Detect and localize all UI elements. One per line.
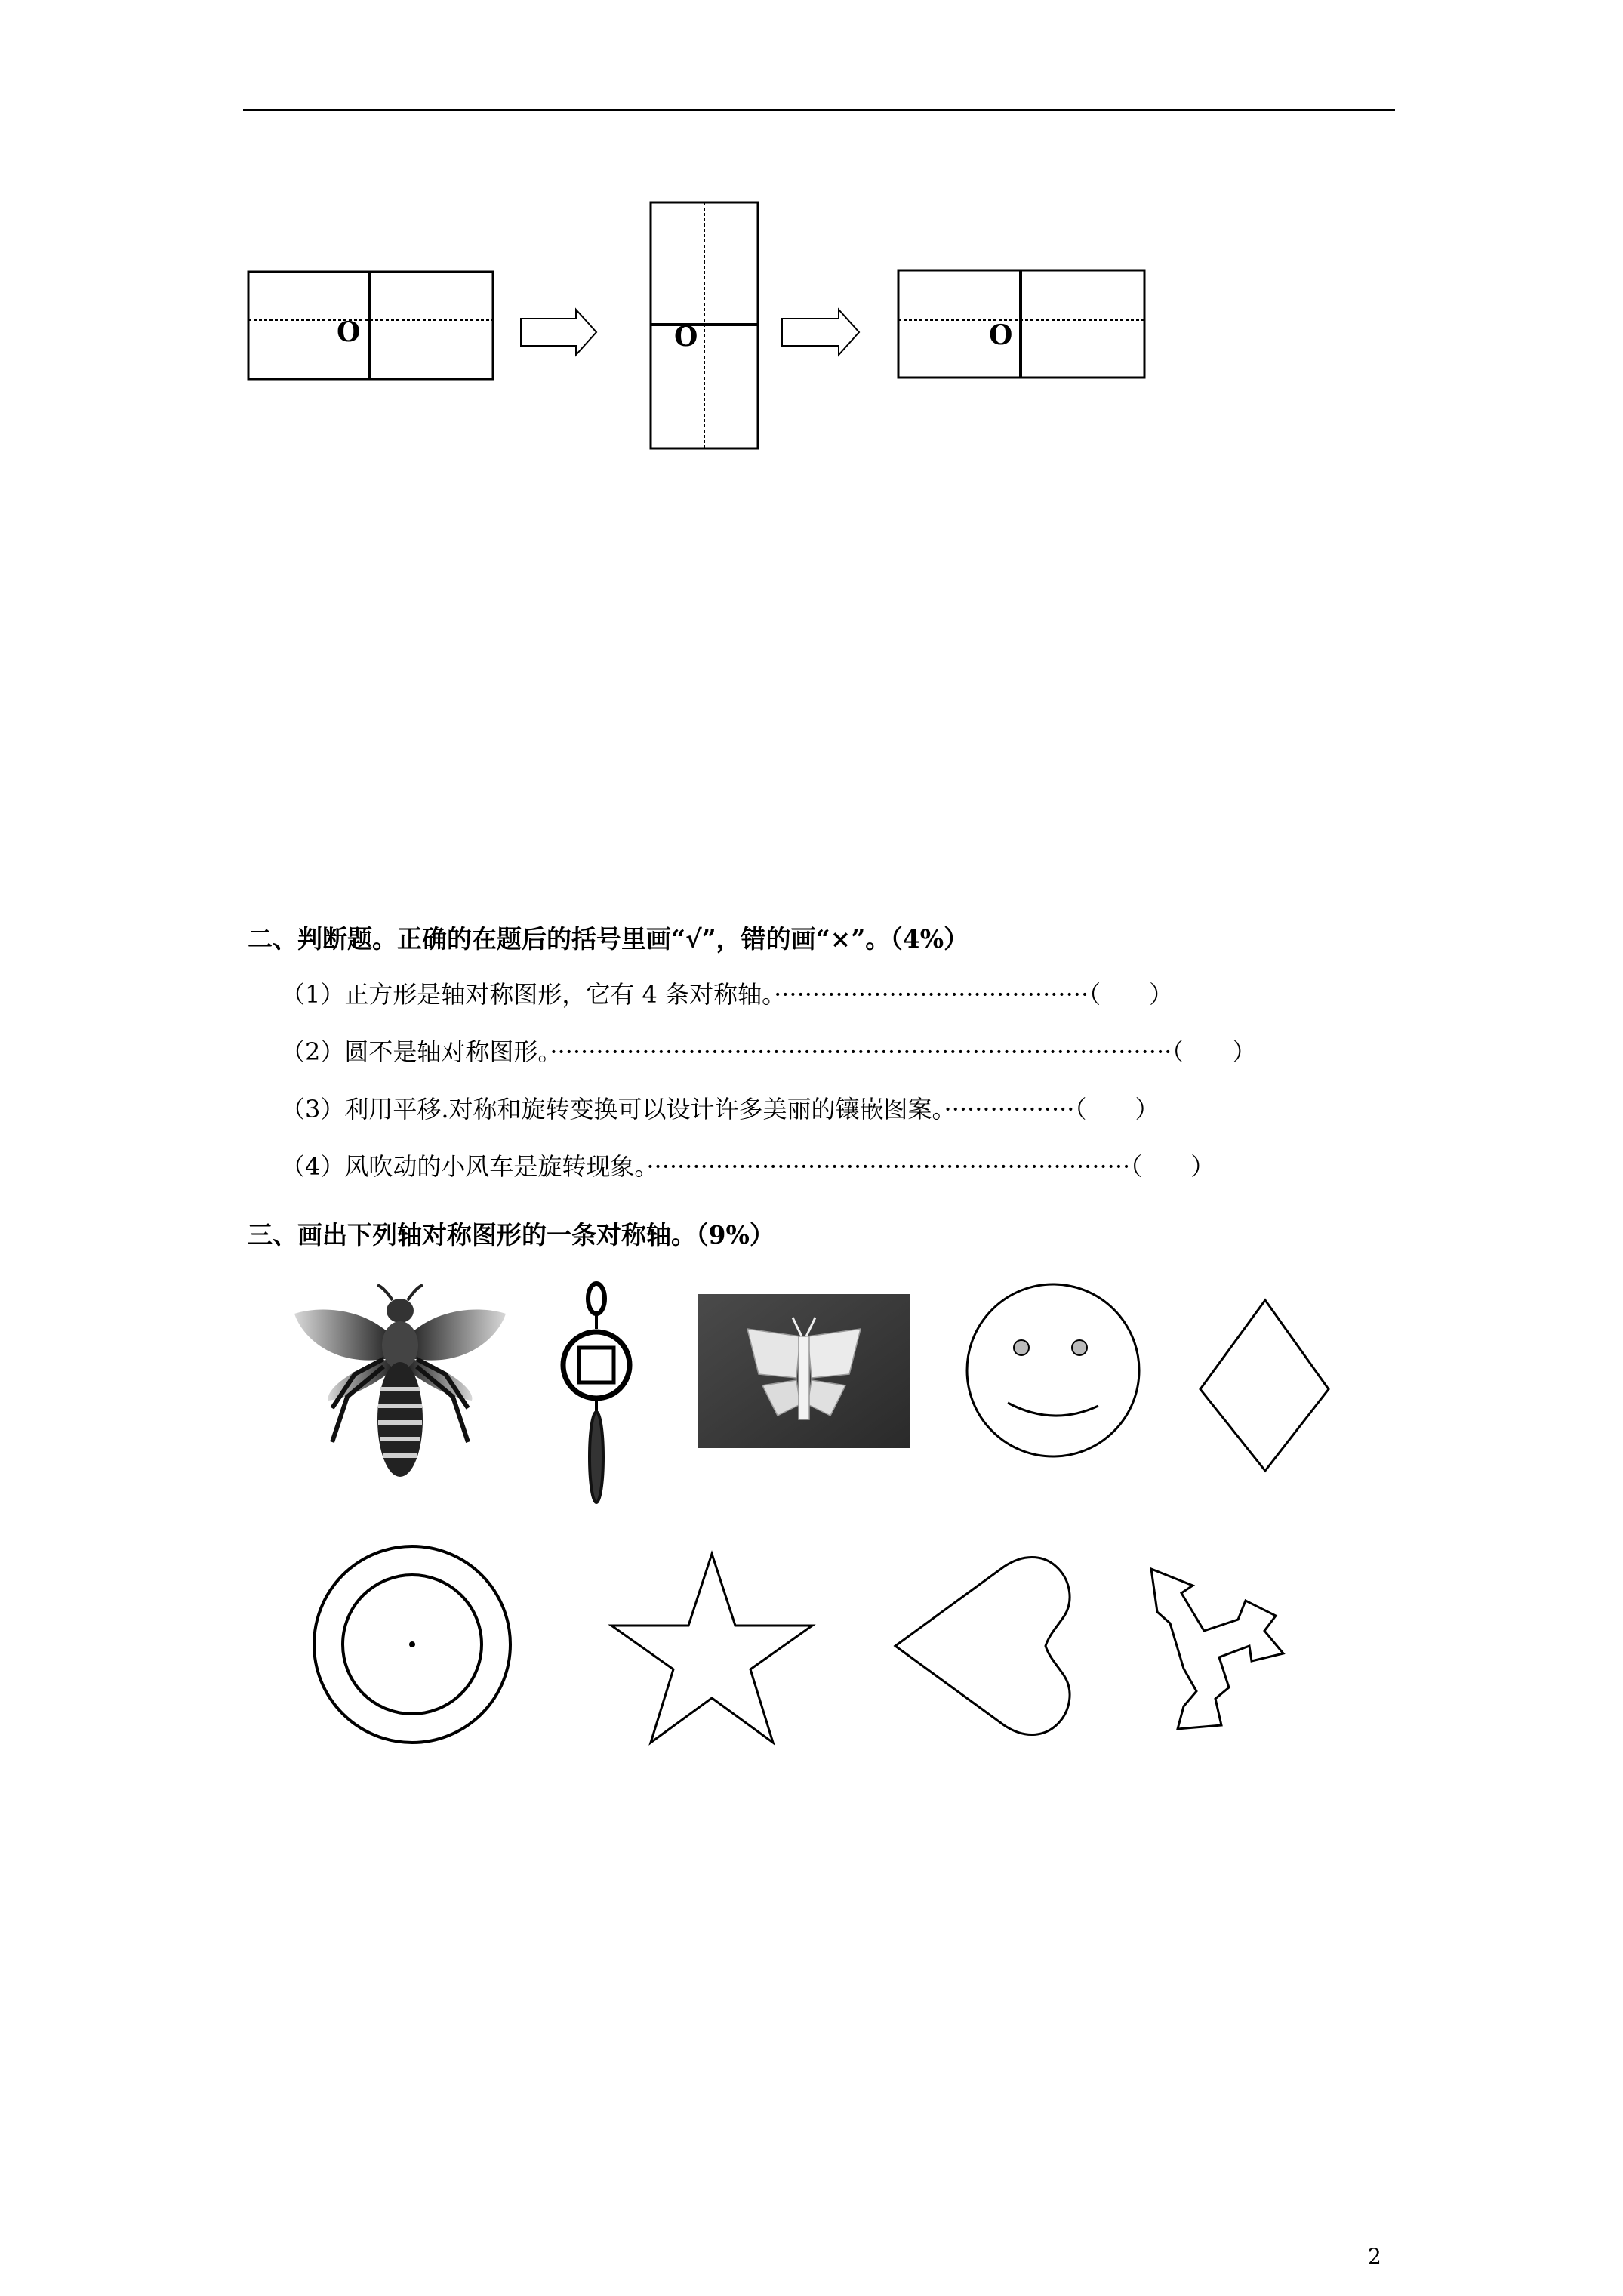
concentric-circles-icon: [314, 1546, 510, 1743]
bee-icon: [294, 1285, 506, 1477]
header-rule: [243, 109, 1395, 111]
center-label-o: O: [674, 321, 698, 353]
symmetric-figures-row-1: [287, 1276, 1344, 1487]
folded-rect-1: [248, 272, 493, 379]
page-number: 2: [1368, 2244, 1381, 2269]
rhombus-icon: [1200, 1300, 1329, 1471]
judgment-item-1: （1）正方形是轴对称图形，它有 4 条对称轴。·········································（ ）: [281, 980, 1174, 1009]
judgment-item-3: （3）利用平移.对称和旋转变换可以设计许多美丽的镶嵌图案。·················（ ）: [281, 1095, 1160, 1123]
origami-butterfly-image: [698, 1294, 910, 1448]
folded-rect-3: [898, 270, 1144, 378]
section-3-heading: 三、画出下列轴对称图形的一条对称轴。（9%）: [248, 1220, 775, 1250]
center-label-o: O: [989, 319, 1013, 351]
folded-rect-2: [651, 202, 758, 448]
star-icon: [611, 1554, 812, 1743]
arrow-right-icon: [521, 310, 596, 355]
ornament-pendant-icon: [563, 1284, 630, 1502]
three-arrows-icon: [1151, 1569, 1283, 1729]
heart-icon: [895, 1557, 1070, 1734]
arrow-right-icon: [782, 310, 859, 355]
judgment-item-2: （2）圆不是轴对称图形。·················································································（ ）: [281, 1037, 1257, 1066]
smiley-face-icon: [967, 1284, 1139, 1456]
center-label-o: O: [337, 316, 361, 348]
section-2-heading: 二、判断题。正确的在题后的括号里画“√”，错的画“×”。（4%）: [248, 924, 969, 954]
symmetric-figures-row-2: [302, 1540, 1344, 1767]
judgment-item-4: （4）风吹动的小风车是旋转现象。·······························································（ ）: [281, 1152, 1215, 1181]
